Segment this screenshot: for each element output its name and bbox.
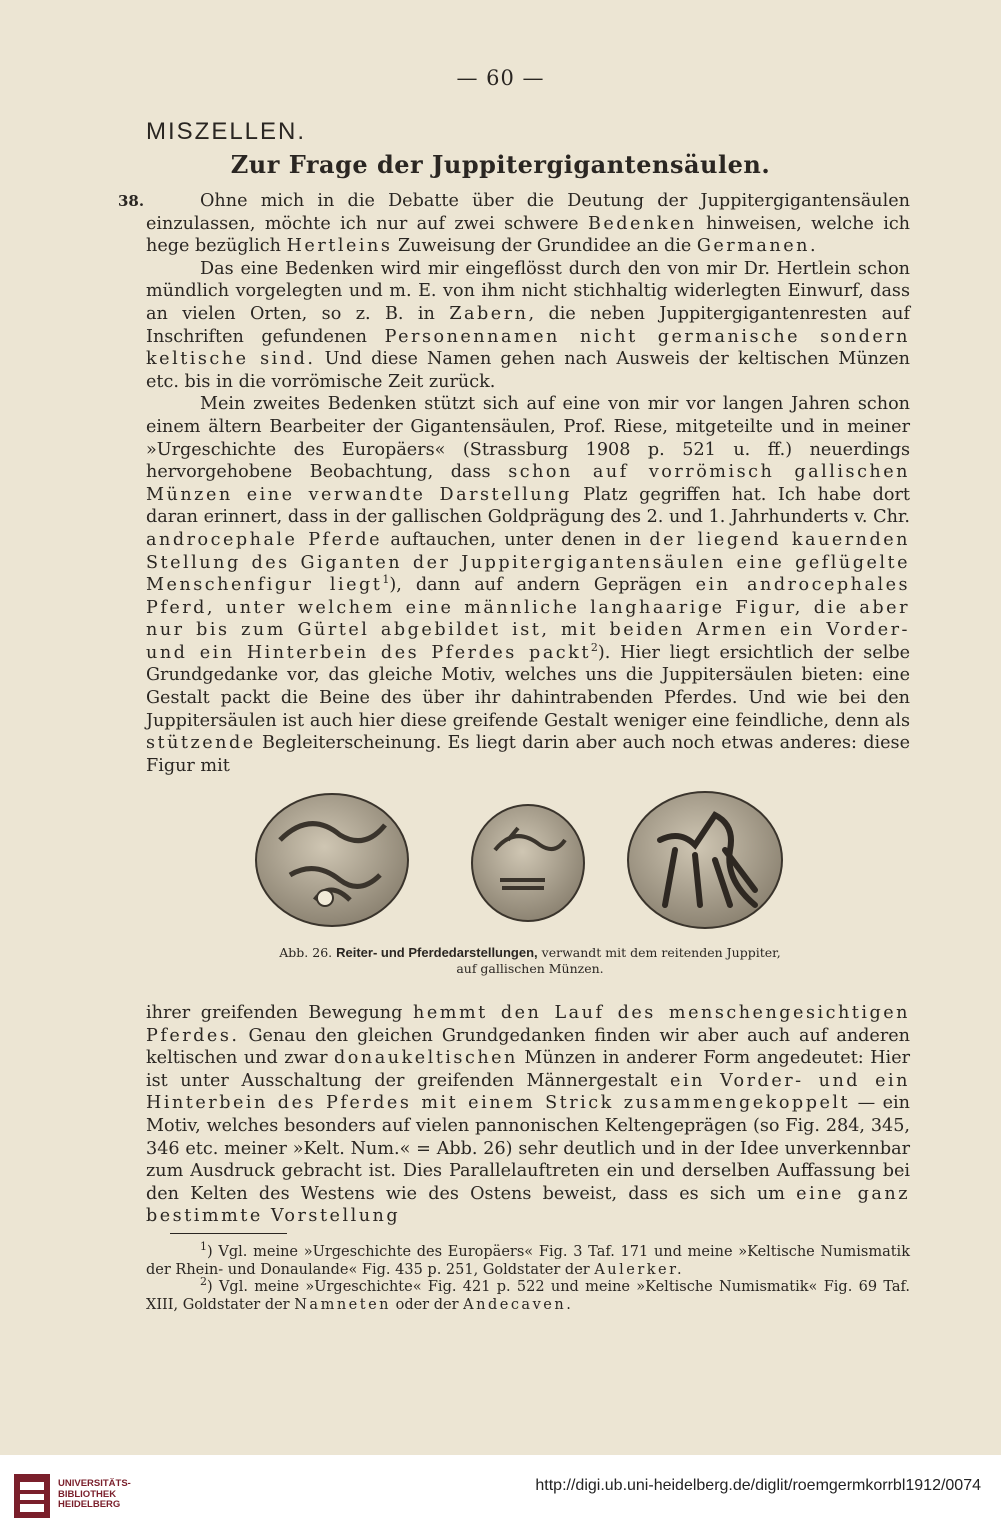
coin-middle-image	[472, 805, 584, 921]
permalink-url[interactable]: http://digi.ub.uni-heidelberg.de/diglit/roemgermkorrbl1912/0074	[535, 1477, 981, 1494]
paragraph-4: ihrer greifenden Bewegung hemmt den Lauf des menschengesichtigen Pferdes. Genau den gleichen Grundgedanken finden wir aber auch auf anderen keltischen und zwar donaukeltischen Münzen in anderer Form angedeutet: Hier ist unter Ausschaltung der greifenden Männergestalt ein Vorder- und ein Hinterbein des Pferdes mit einem Strick zusammengekoppelt — ein Motiv, welches besonders auf vielen pannonischen Keltengeprägen (so Fig. 284, 345, 346 etc. meiner »Kelt. Num.« = Abb. 26) sehr deutlich und in der Idee unverkennbar zum Ausdruck gebracht ist. Dies Parallelauftreten ein und derselben Auffassung bei den Kelten des Westens wie des Ostens beweist, dass es sich um eine ganz bestimmte Vorstellung	[146, 1003, 911, 1227]
footnote-ref-2: 2	[590, 641, 598, 655]
section-heading: MISZELLEN.	[146, 118, 307, 145]
footnotes	[146, 1240, 910, 1314]
figure-caption: Abb. 26. Reiter- und Pferdedarstellungen, verwandt mit dem reitenden Juppiter, auf gallischen Münzen.	[279, 945, 781, 976]
coin-right-image	[628, 792, 782, 928]
library-name: UNIVERSITÄTS- BIBLIOTHEK HEIDELBERG	[58, 1478, 131, 1510]
library-seal-icon	[12, 1472, 52, 1520]
footnote-ref-1: 1	[382, 573, 390, 587]
paragraph-1: Ohne mich in die Debatte über die Deutung der Juppitergigantensäulen einzulassen, möchte ich nur auf zwei schwere Bedenken hinweisen, welche ich hege bezüglich Hertleins Zuweisung der Grundidee an die Germanen.	[146, 191, 911, 257]
viewer-footer	[0, 1455, 1001, 1539]
paragraph-2: Das eine Bedenken wird mir eingeflösst durch den von mir Dr. Hertlein schon mündlich vorgelegten und m. E. von ihm nicht stichhaltig widerlegten Einwurf, dass an vielen Orten, so z. B. in Zabern, die neben Juppitergigantenresten auf Inschriften gefundenen Personennamen nicht germanische sondern keltische sind. Und diese Namen gehen nach Ausweis der keltischen Münzen etc. bis in die vorrömische Zeit zurück.	[146, 258, 910, 392]
coin-left-image	[256, 794, 408, 926]
paragraph-3: Mein zweites Bedenken stützt sich auf eine von mir vor langen Jahren schon einem ältern Bearbeiter der Gigantensäulen, Prof. Riese, mitgeteilte und in meiner »Urgeschichte des Europäers« (Strassburg 1908 p. 521 u. ff.) neuerdings hervorgehobene Beobachtung, dass schon auf vorrömisch gallischen Münzen eine verwandte Darstellung Platz gegriffen hat. Ich habe dort daran erinnert, dass in der gallischen Goldprägung des 2. und 1. Jahrhunderts v. Chr. androcephale Pferde auftauchen, unter denen in der liegend kauernden Stellung des Giganten der Juppitergigantensäulen eine geflügelte Menschenfigur liegt$^1$), dann auf andern Geprägen ein androcephales Pferd, unter welchem eine männliche langhaarige Figur, die aber nur bis zum Gürtel abgebildet ist, mit beiden Armen ein Vorder- und ein Hinterbein des Pferdes packt$^2$). Hier liegt ersichtlich der selbe Grundgedanke vor, das gleiche Motiv, welches uns die Juppitersäulen bieten: eine Gestalt packt die Beine des über ihr dahintrabenden Pferdes. Und wie bei den Juppitersäulen ist auch hier diese greifende Gestalt weniger eine feindliche, denn als stützende Begleiterscheinung. Es liegt darin aber auch noch etwas anderes: diese Figur mit	[146, 394, 911, 776]
item-number: 38.	[118, 192, 145, 210]
page-number: — 60 —	[456, 66, 545, 90]
article-title: Zur Frage der Juppitergigantensäulen.	[230, 150, 771, 179]
body-text-bottom	[146, 1002, 910, 1228]
coin-figure	[150, 780, 910, 940]
body-text-top	[118, 190, 911, 777]
footnote-rule	[170, 1233, 287, 1234]
footnote-1: $^1$) Vgl. meine »Urgeschichte des Europäers« Fig. 3 Taf. 171 und meine »Keltische Numismatik der Rhein- und Donaulande« Fig. 435 p. 251, Goldstater der Aulerker.	[146, 1240, 910, 1278]
footnote-2: $^2$) Vgl. meine »Urgeschichte« Fig. 421 p. 522 und meine »Keltische Numismatik« Fig. 69 Taf. XIII, Goldstater der Namneten oder der Andecaven.	[146, 1275, 910, 1313]
